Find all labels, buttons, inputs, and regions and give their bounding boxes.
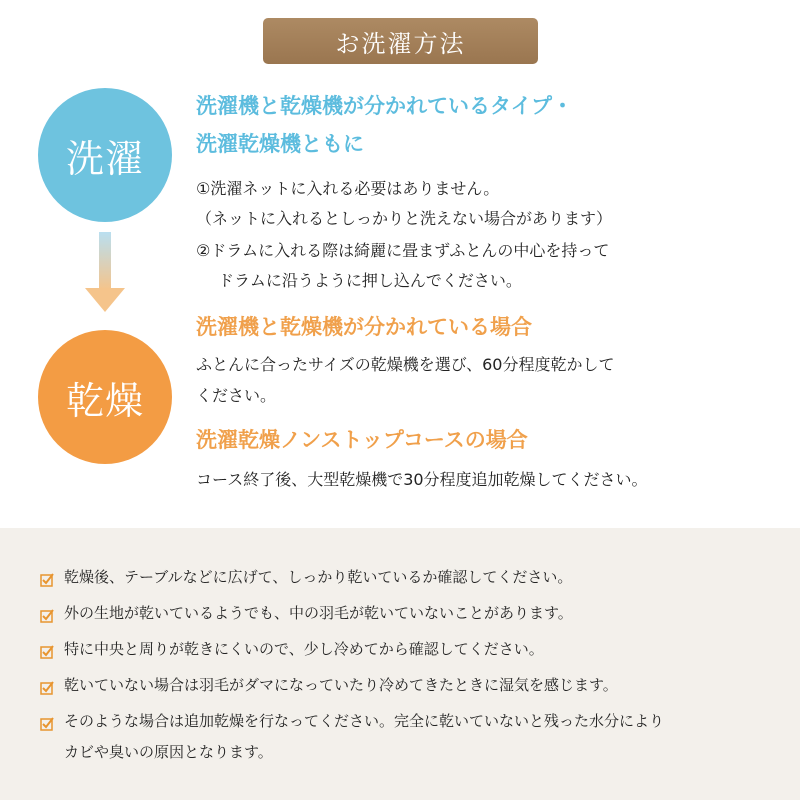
- arrow-down-icon: [85, 232, 125, 314]
- section-title-banner: お洗濯方法: [263, 18, 538, 64]
- wash-text-line3: ②ドラムに入れる際は綺麗に畳まずふとんの中心を持って: [196, 241, 610, 260]
- dry-text2: コース終了後、大型乾燥機で30分程度追加乾燥してください。: [196, 470, 648, 489]
- checklist-item: [40, 676, 618, 700]
- wash-text-line4: ドラムに沿うように押し込んでください。: [218, 271, 522, 290]
- checklist-item: [40, 640, 544, 664]
- wash-text-line2: （ネットに入れるとしっかりと洗えない場合があります）: [196, 209, 613, 228]
- checkbox-check-icon: [40, 609, 54, 623]
- wash-heading-line2: 洗濯乾燥機ともに: [196, 131, 364, 156]
- checklist-item: [40, 712, 664, 767]
- dry-heading-separate: 洗濯機と乾燥機が分かれている場合: [196, 314, 532, 339]
- checklist-item-text-line1: そのような場合は追加乾燥を行なってください。完全に乾いていないと残った水分により: [64, 712, 665, 730]
- dry-text1-line1: ふとんに合ったサイズの乾燥機を選び、60分程度乾かして: [196, 355, 615, 374]
- checklist-item-text: 特に中央と周りが乾きにくいので、少し冷めてから確認してください。: [64, 640, 544, 658]
- checklist-item: [40, 604, 573, 628]
- checklist-item-text: 外の生地が乾いているようでも、中の羽毛が乾いていないことがあります。: [64, 604, 573, 622]
- checklist-item-text: 乾燥後、テーブルなどに広げて、しっかり乾いているか確認してください。: [64, 568, 573, 586]
- checklist-item-text: 乾いていない場合は羽毛がダマになっていたり冷めてきたときに湿気を感じます。: [64, 676, 618, 694]
- checkbox-check-icon: [40, 645, 54, 659]
- dry-step-circle: 乾燥: [38, 330, 172, 464]
- checkbox-check-icon: [40, 717, 54, 731]
- checkbox-check-icon: [40, 681, 54, 695]
- wash-heading-line1: 洗濯機と乾燥機が分かれているタイプ・: [196, 93, 573, 118]
- wash-text-line1: ①洗濯ネットに入れる必要はありません。: [196, 179, 500, 198]
- wash-step-circle: 洗濯: [38, 88, 172, 222]
- checkbox-check-icon: [40, 573, 54, 587]
- checklist-item-text: [64, 712, 664, 767]
- checklist-item: [40, 568, 572, 592]
- dry-heading-nonstop: 洗濯乾燥ノンストップコースの場合: [196, 427, 528, 452]
- dry-text1-line2: ください。: [196, 386, 277, 405]
- checklist-item-text-line2: カビや臭いの原因となります。: [64, 743, 273, 761]
